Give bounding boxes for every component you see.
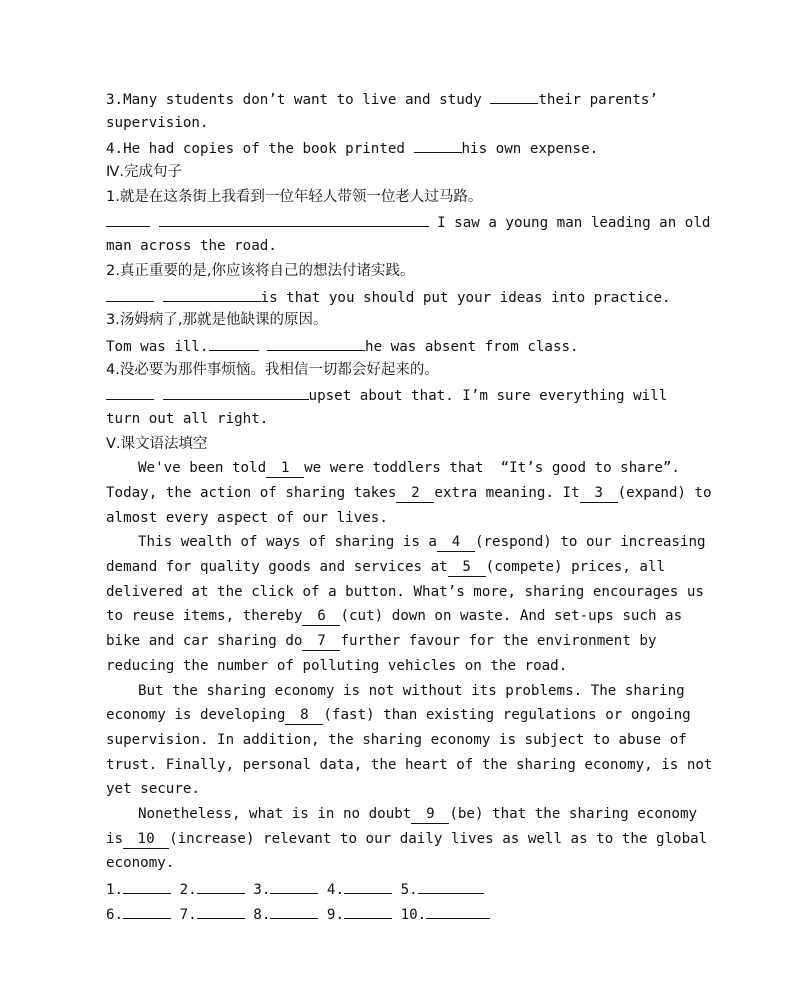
- answer-blank[interactable]: [490, 86, 538, 104]
- passage-line: [106, 456, 706, 481]
- passage-text: Nonetheless, what is in no doubt: [138, 805, 412, 822]
- gap-6[interactable]: 6: [302, 608, 340, 626]
- passage-text: further favour for the environment by: [340, 633, 657, 650]
- answer-label: 3.: [253, 882, 271, 898]
- worksheet-page: [106, 86, 713, 925]
- passage-line: [106, 827, 706, 852]
- answer-blank[interactable]: [163, 382, 309, 400]
- passage-line: supervision. In addition, the sharing economy is subject to abuse of: [106, 731, 687, 748]
- answer-label: 5.: [400, 882, 418, 898]
- question-3-line: [106, 86, 706, 111]
- answer-blank[interactable]: [197, 876, 245, 894]
- passage-text: (compete) prices, all: [485, 559, 666, 576]
- question-3-text-end: supervision.: [106, 114, 209, 131]
- answer-label: 9.: [326, 906, 345, 923]
- passage-text: to reuse items, thereby: [106, 608, 303, 625]
- answer-label: 4.: [326, 882, 345, 898]
- passage-line: [106, 802, 706, 827]
- answer-blank[interactable]: [123, 876, 171, 894]
- answer-blank[interactable]: [418, 876, 484, 894]
- question-4-text: 4.He had copies of the book printed: [106, 141, 414, 158]
- gap-10[interactable]: 10: [123, 831, 169, 849]
- passage-line: trust. Finally, personal data, the heart of the sharing economy, is not: [106, 756, 713, 773]
- answer-blank[interactable]: [159, 209, 429, 227]
- sentence-4-english: [106, 382, 706, 407]
- answer-label: 2.: [179, 882, 197, 898]
- gap-8[interactable]: 8: [285, 707, 323, 725]
- section-5-heading: Ⅴ.课文语法填空: [106, 435, 208, 452]
- passage-line: [106, 530, 706, 555]
- passage-text: (increase) relevant to our daily lives as well as to the global: [169, 830, 708, 847]
- answer-blank[interactable]: [106, 284, 154, 302]
- answer-label: 6.: [106, 906, 124, 923]
- answer-label: 8.: [253, 906, 271, 923]
- passage-line: [106, 481, 712, 506]
- sentence-1-chinese: 1.就是在这条街上我看到一位年轻人带领一位老人过马路。: [106, 188, 483, 205]
- passage-line: [106, 604, 706, 629]
- answer-blank[interactable]: [209, 333, 259, 351]
- sentence-4-chinese: 4.没必要为那件事烦恼。我相信一切都会好起来的。: [106, 361, 439, 378]
- sentence-4-text: upset about that. I’m sure everything will: [308, 388, 668, 405]
- passage-text: This wealth of ways of sharing is a: [138, 534, 437, 551]
- passage-text: Today, the action of sharing takes: [106, 485, 397, 501]
- answer-row-2: [106, 901, 706, 926]
- answer-label: 1.: [106, 882, 124, 898]
- passage-text: (be) that the sharing economy: [449, 805, 698, 822]
- answer-blank[interactable]: [344, 876, 392, 894]
- passage-line: [106, 629, 706, 654]
- passage-text: (fast) than existing regulations or ongoing: [323, 707, 691, 724]
- answer-row-1: [106, 876, 706, 901]
- gap-4[interactable]: 4: [437, 534, 475, 552]
- passage-text: economy is developing: [106, 707, 286, 724]
- passage-text: demand for quality goods and services at: [106, 559, 448, 576]
- gap-1[interactable]: 1: [266, 460, 304, 478]
- passage-line: reducing the number of polluting vehicles on the road.: [106, 657, 568, 674]
- answer-blank[interactable]: [106, 382, 154, 400]
- section-4-heading: Ⅳ.完成句子: [106, 164, 182, 181]
- answer-blank[interactable]: [414, 135, 462, 153]
- passage-text: we were toddlers that “It’s good to share”.: [304, 460, 680, 477]
- passage-text: (cut) down on waste. And set-ups such as: [340, 608, 683, 625]
- passage-line: But the sharing economy is not without its problems. The sharing: [138, 682, 685, 699]
- passage-line: economy.: [106, 855, 175, 872]
- question-3-line-2: [106, 111, 706, 136]
- answer-blank[interactable]: [270, 876, 318, 894]
- question-4-text-cont: his own expense.: [461, 141, 599, 158]
- sentence-2-text: is that you should put your ideas into practice.: [260, 289, 671, 306]
- sentence-3-text-cont: he was absent from class.: [365, 338, 579, 355]
- passage-text: (respond) to our increasing: [474, 534, 706, 551]
- question-3-text-cont: their parents’: [538, 92, 658, 108]
- passage-line: yet secure.: [106, 781, 200, 798]
- answer-blank[interactable]: [267, 333, 365, 351]
- question-4-line: [106, 135, 706, 160]
- gap-9[interactable]: 9: [411, 806, 449, 824]
- answer-label: 10.: [400, 906, 427, 923]
- sentence-2-english: [106, 284, 706, 309]
- passage-text: (expand) to: [617, 485, 712, 501]
- passage-text: extra meaning. It: [434, 485, 580, 501]
- gap-5[interactable]: 5: [448, 559, 486, 577]
- sentence-3-text: Tom was ill.: [106, 338, 209, 355]
- gap-2[interactable]: 2: [396, 485, 434, 503]
- question-3-text: 3.Many students don’t want to live and study: [106, 92, 491, 108]
- answer-label: 7.: [179, 906, 197, 923]
- answer-blank[interactable]: [270, 901, 318, 919]
- passage-text: bike and car sharing do: [106, 633, 303, 650]
- answer-blank[interactable]: [163, 284, 261, 302]
- sentence-1-english-2: man across the road.: [106, 238, 277, 255]
- gap-7[interactable]: 7: [302, 633, 340, 651]
- answer-blank[interactable]: [344, 901, 392, 919]
- passage-line: [106, 703, 706, 728]
- gap-3[interactable]: 3: [580, 485, 618, 503]
- sentence-3-chinese: 3.汤姆病了,那就是他缺课的原因。: [106, 312, 328, 329]
- passage-line: delivered at the click of a button. What’s more, sharing encourages us: [106, 583, 704, 600]
- answer-blank[interactable]: [106, 209, 150, 227]
- answer-blank[interactable]: [197, 901, 245, 919]
- answer-blank[interactable]: [426, 901, 490, 919]
- passage-text: We've been told: [138, 460, 267, 477]
- answer-blank[interactable]: [123, 901, 171, 919]
- sentence-4-english-2: turn out all right.: [106, 410, 269, 427]
- passage-line: almost every aspect of our lives.: [106, 509, 388, 526]
- sentence-2-chinese: 2.真正重要的是,你应该将自己的想法付诸实践。: [106, 262, 415, 279]
- passage-text: is: [106, 830, 124, 847]
- sentence-1-text: I saw a young man leading an old: [428, 215, 711, 232]
- sentence-3-english: [106, 333, 706, 358]
- passage-line: [106, 555, 706, 580]
- sentence-1-english: [106, 209, 711, 234]
